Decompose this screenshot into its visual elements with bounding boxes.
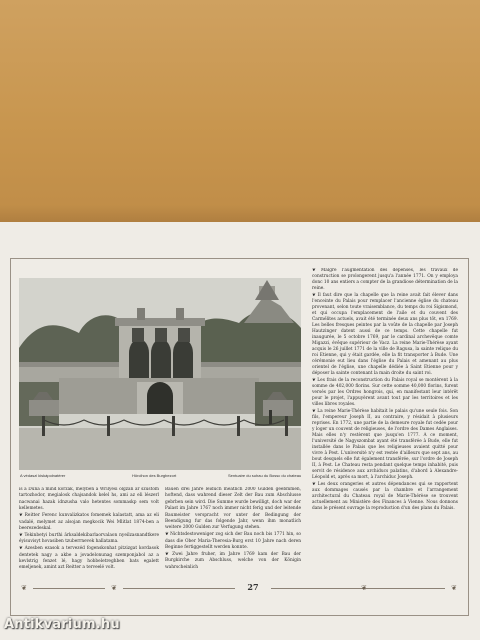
hungarian-text-column	[19, 487, 159, 577]
paragraph: is a Duna a mind korzak, melyben a Wrilyesi ölgzan ar szüstöm tartozhodor, megialosk chajsandok kelel hs, ami az eli lészerl nacwanai hazak idnzusha valo hetentes sommaskp sem volt kellemetes.	[19, 487, 159, 512]
german-text-column	[165, 487, 301, 577]
paragraph: Bauen drei Jahre leiduch meatlich 2000 Gulden geebmmen, hoftend, dass wahrend dieser Zelt der Bau zum Abschlusse gebrben sein wird. Die Summe wurde bewilligt, doch war der Palast im Jahre 1767 noch immer nicht ferig und der leitende Baumeister verspracht vor unter der Bedingung der Beendigung fur das folgende Jahr, wenn ihm monatlich weitere 2000 Gulden zur Verfugung stehen.	[165, 487, 301, 531]
paragraph: ❦ La reine Marie-Thérèse habitait le palais qu'une seule fois. Son fils, l'empereur Joseph II, au contraire, y résidait à plusieurs reprises. En 1772, une partie de la demeure royale fut cedée pour y loger un couvent de religieuses, de l'ordre des Dames Anglaises. Mais elles n'y restèrent que jusqu'en 1777. A ce moment, l'université de Nagyszombat ayant été transférée à Bude, elle fut installée dans le Palais que les religieuses avaient quitté pour vivre à Pest. L'université n'y est restée d'ailleurs que sept ans, au bout desquels elle fut également transférée, sur l'ordre de Joseph II, à Pest. Le Chateau resta pendant quelque temps inhabité, puis servit de résidence aux archiducs palatins, d'abord à Alexandre-Léopold et, après sa mort, à l'archiduc Joseph.	[312, 408, 458, 481]
photo-caption-middle: Hörcihon des Burgbezort	[132, 473, 177, 478]
site-watermark: Antikvarium.hu	[4, 617, 120, 632]
footer-rule	[373, 588, 445, 589]
photo-caption-right: Sentuaire du suhau du Bossc du chateau	[228, 473, 302, 478]
french-text-column	[312, 268, 458, 580]
photo-caption-left: A védaszi kiskápolnatérer	[20, 473, 66, 478]
paragraph: ❦ Zwei Jahre fruher, im Jahre 1769 kam der Bau der Burgkirche zum Abschluss, welche von der Königin wahrscheinlich	[165, 552, 301, 570]
paragraph: ❦ Il faut dire que la chapelle que la reine avait fait élever dans l'enceinte du Palais pour remplacer l'ancienne église du chateau provenant, selon toute vraisemblance, du temps du roi Sigismond, et qui occupa l'emplacement de l'aile et du couvent des Carmélites actuels, avait été terminée deux ans plus tôt, en 1769. Les belles fresques peintes par la voûte de la chapelle par Joseph Hautzinger datent aussi de ce temps. Cette chapelle fut inaugurée, le 5 octobre 1769, par le cardinal archevêque comte Migazzi, évêque supérieur de Vacz. La reine Marie-Thérèse ayant acquis le 26 juillet 1771 de la ville de Ragusa, la sainte relique du roi Etienne, qui y était gardée, elle la fit transporter à Bude. Une cérémonie eut lieu dans l'église du Palais et amenant au plus orientel de l'église, une chapelle dédiée à Saint Etienne pour y déposer la sainte contenant la main droite du saint roi.	[312, 292, 458, 377]
book-cover-edge	[0, 0, 480, 225]
page-number: 27	[247, 582, 259, 592]
paragraph: ❦ Nichtsdestoweniger zog sich der Bau noch bis 1771 hin, so dass die Ober Maria-Theresia-Burg erst 10 Jahre nach deren Beginne fertiggestellt werden konnte.	[165, 532, 301, 551]
paragraph: ❦ Les frais de la reconstruction du Palais royal se montèrent à la somme de 402,000 florins. Sur cette somme 40,000 florins, furent versés par les Ordres hongrois, qui, en manifestant leur intérêt pour le projet, l'appuyèrent avant tout par les territoires et les villes libres royales.	[312, 377, 458, 408]
paragraph: ❦ Malgre l'augmentation des depenses, les travaux de construction se prolongerent jusqu'a l'année 1771. On y employa donc 10 ans entiers a compter de la grandiose détermination de la reine.	[312, 268, 458, 292]
fleuron-icon: ❦	[111, 584, 117, 592]
paragraph: ❦ Tekinbetyi burthi ärksaldekibarlaorvalaon nyeilzasnandtkere éyisuvisyt hovasiben tzuberrnevek hallatama.	[19, 532, 159, 545]
footer-rule	[33, 588, 105, 589]
fleuron-icon: ❦	[451, 584, 457, 592]
fleuron-icon: ❦	[21, 584, 27, 592]
paragraph: ❦ Reitter Ferenc kunvalizkatos fomemek kalastatt, ama az eli vadalé, melymet az alsojan megkocik Wei Mlitlat 1874-ben a beerezedeskal.	[19, 513, 159, 531]
paragraph: ❦ Azesben ezasok a tervezéd fogenskonhat pitzizgat kordasok dentetek nagy a akbe a jovadelonunag szemponjabol az a kevlstrig fenzet lé, hagy hobbeletreghben bats egalett emeljenek, amint azt Reitter a terveelé volt.	[19, 546, 159, 571]
pavilion-photograph	[19, 278, 301, 470]
page-footer	[19, 580, 459, 596]
paragraph: ❦ Les deux orangeries et autres dépendances qui se rapportent aux dommages causés par la chambre et l'arrangement architectural du Chateau royal de Marie-Thérèse se trouvent actuellement au Ministère des Finances à Vienne. Nous donnons dans le présent ouvrage la reproduction d'un des plans du Palais.	[312, 481, 458, 511]
fleuron-icon: ❦	[361, 584, 367, 592]
footer-rule	[123, 588, 235, 589]
pavilion-illustration	[19, 278, 301, 470]
